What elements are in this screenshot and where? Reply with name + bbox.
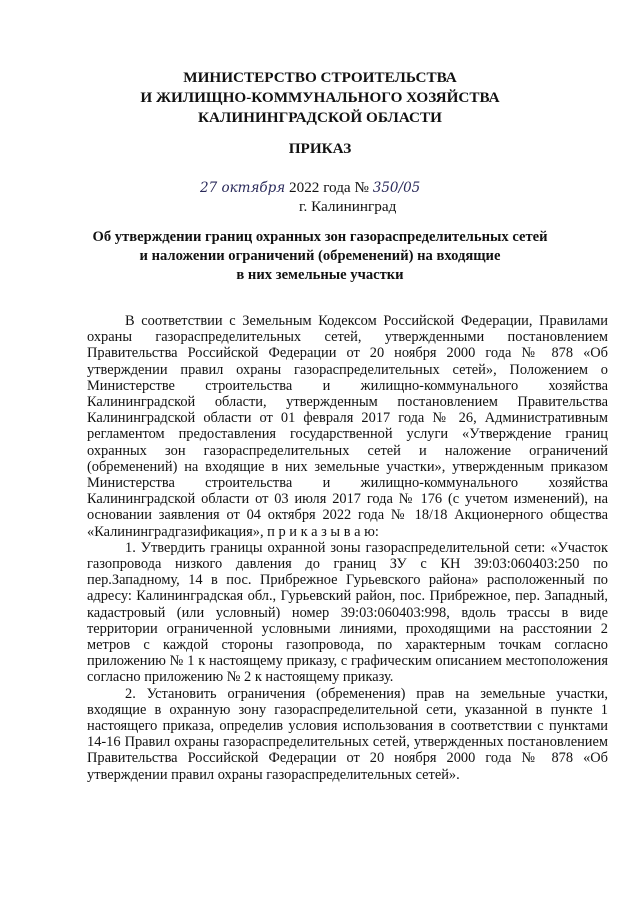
order-city: г. Калининград <box>299 198 397 215</box>
header-line-2: И ЖИЛИЩНО-КОММУНАЛЬНОГО ХОЗЯЙСТВА <box>140 89 500 106</box>
order-title: ПРИКАЗ <box>288 140 352 157</box>
header-line-3: КАЛИНИНГРАДСКОЙ ОБЛАСТИ <box>198 109 442 126</box>
printed-date: 2022 года № <box>289 179 369 196</box>
header-line-1: МИНИСТЕРСТВО СТРОИТЕЛЬСТВА <box>183 69 457 86</box>
paragraph-item-2: 2. Установить ограничения (обременения) прав на земельные участки, входящие в охранную зону газораспределительной сети, указанной в пункте 1 настоящего приказа, определив условия использования в соответствии с пунктами 14-16 Правил охраны газораспределительных сетей, утвержденных постановлением Правительства Российской Федерации от 20 ноября 2000 года № 878 «Об утверждении правил охраны газораспределительных сетей». <box>87 685 608 783</box>
order-body <box>87 313 608 783</box>
subject-line-3: в них земельные участки <box>236 266 404 283</box>
paragraph-item-1: 1. Утвердить границы охранной зоны газораспределительной сети: «Участок газопровода низкого давления до границ ЗУ с КН 39:03:060403:250 по пер.Западному, 14 в пос. Прибрежное Гурьевского района» расположенный по адресу: Калининградская обл., Гурьевский район, пос. Прибрежное, пер. Западный, кадастровый (или условный) номер 39:03:060403:998, вдоль трассы в виде территории ограниченной условными линиями, проходящими на расстоянии 2 метров с каждой стороны газопровода, по характерным точкам согласно приложению № 1 к настоящему приказу, с графическим описанием местоположения согласно приложению № 2 к настоящему приказу. <box>87 539 608 686</box>
subject-line-2: и наложении ограничений (обременений) на входящие <box>139 247 501 264</box>
paragraph-preamble: В соответствии с Земельным Кодексом Российской Федерации, Правилами охраны газораспределительных сетей, утвержденными постановлением Правительства Российской Федерации от 20 ноября 2000 года № 878 «Об утверждении правил охраны газораспределительных сетей», Положением о Министерстве строительства и жилищно-коммунального хозяйства Калининградской области, утвержденным постановлением Правительства Калининградской области от 01 февраля 2017 года № 26, Административным регламентом предоставления государственной услуги «Утверждение границ охранных зон газораспределительных сетей и наложение ограничений (обременений) на входящие в них земельные участки», утвержденным приказом Министерства строительства и жилищно-коммунального хозяйства Калининградской области от 03 июля 2017 года № 176 (с учетом изменений), на основании заявления от 04 октября 2022 года № 18/18 Акционерного общества «Калининградгазификация», п р и к а з ы в а ю: <box>87 313 608 540</box>
order-date-line <box>200 179 460 197</box>
ministry-header <box>0 68 640 128</box>
handwritten-number: 350/05 <box>372 180 421 196</box>
subject-line-1: Об утверждении границ охранных зон газораспределительных сетей <box>92 229 548 245</box>
handwritten-date: 27 октября <box>200 180 286 196</box>
order-subject <box>0 228 640 284</box>
